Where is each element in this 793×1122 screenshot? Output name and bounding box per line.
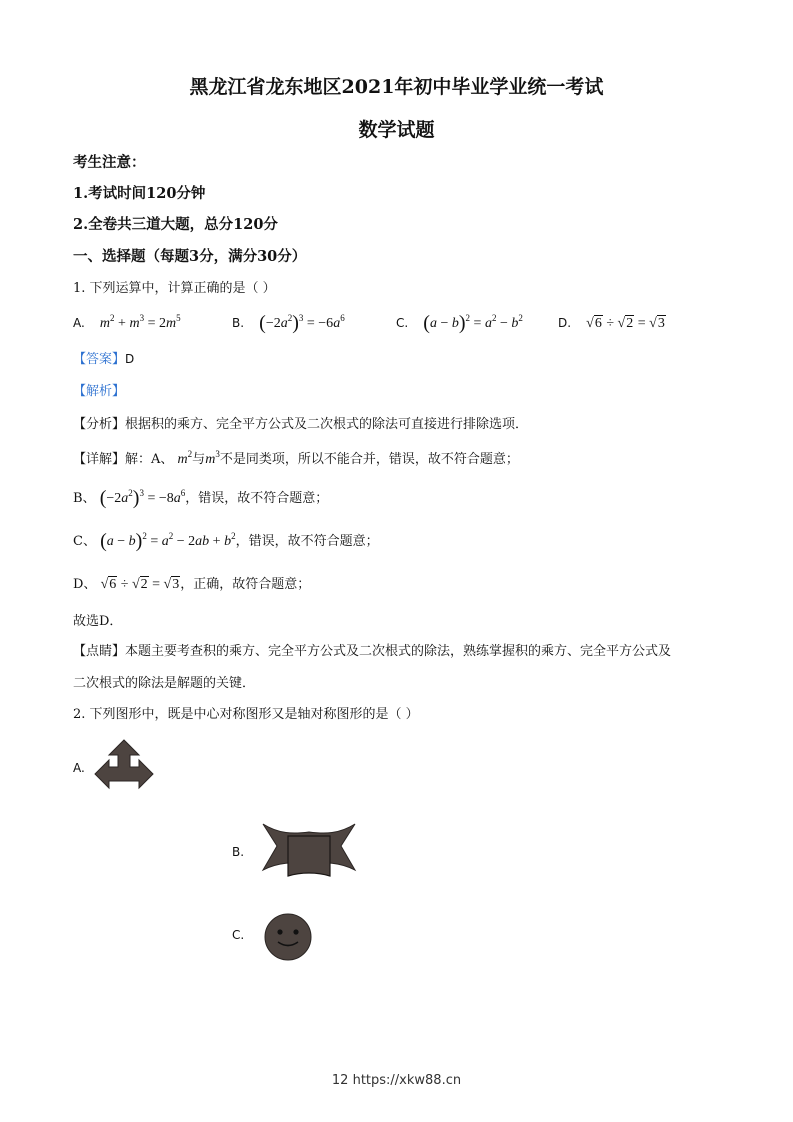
xiangjie-prefix: 解：A、 (125, 452, 174, 467)
detail-b-formula: $(-2a^2)^3 = -8a^6$ (99, 487, 186, 509)
section-heading: 一、选择题（每题3分，满分30分） (73, 248, 307, 265)
formula-m2: $m^2$ (177, 449, 193, 467)
q1-detail-d (73, 573, 310, 593)
q1-option-a-label: A. (73, 316, 85, 330)
analysis-tag: 【解析】 (73, 384, 126, 399)
smiley-left-eye (277, 929, 282, 934)
q2-option-c-label: C. (232, 928, 245, 942)
q1-option-b-formula: $(-2a^2)^3 = -6a^6$ (259, 312, 345, 334)
notice-heading: 考生注意： (73, 154, 146, 171)
q2-option-b-banner-shape (261, 820, 357, 880)
smiley-right-eye (293, 929, 298, 934)
question-2-stem: 2. 下列图形中，既是中心对称图形又是轴对称图形的是（ ） (73, 707, 419, 722)
dianjing-line-1: 本题主要考查积的乘方、完全平方公式及二次根式的除法，熟练掌握积的乘方、完全平方公式及 (125, 644, 672, 659)
xiangjie-suffix: 不是同类项，所以不能合并，错误，故不符合题意； (219, 452, 519, 467)
notice-line-1: 1.考试时间120分钟 (73, 185, 206, 202)
dianjing-line-2: 二次根式的除法是解题的关键． (73, 676, 256, 691)
q1-detail-c (73, 530, 379, 553)
exam-subtitle: 数学试题 (358, 119, 435, 141)
q1-conclusion: 故选D． (73, 614, 123, 629)
q1-option-c-label: C. (396, 316, 409, 330)
page-footer: 12 https://xkw88.cn (331, 1073, 462, 1088)
xiangjie-tag: 【详解】 (73, 452, 126, 467)
q2-option-b-label: B. (232, 845, 245, 859)
fenxi-tag: 【分析】 (73, 417, 126, 432)
detail-d-suffix: ，正确，故符合题意； (180, 577, 311, 592)
q1-option-d (558, 312, 666, 332)
q1-option-a (73, 312, 181, 332)
q1-option-d-label: D. (558, 316, 572, 330)
q1-option-a-formula: $m^2 + m^3 = 2m^5$ (99, 313, 181, 331)
q1-answer (73, 348, 134, 367)
formula-m3: $m^3$ (205, 449, 220, 467)
detail-c-formula: $(a - b)^2 = a^2 - 2ab + b^2$ (100, 530, 236, 552)
detail-c-prefix: C、 (73, 534, 96, 549)
exam-title: 黑龙江省龙东地区2021年初中毕业学业统一考试 (189, 76, 604, 98)
fenxi-text: 根据积的乘方、完全平方公式及二次根式的除法可直接进行排除选项． (125, 417, 529, 432)
detail-d-formula: √6 ÷ √2 = √3 (100, 577, 180, 592)
answer-tag: 【答案】 (73, 352, 126, 367)
detail-c-suffix: ，错误，故不符合题意； (235, 534, 379, 549)
q1-fenxi (73, 413, 528, 432)
question-1-stem: 1. 下列运算中，计算正确的是（ ） (73, 281, 276, 296)
detail-b-prefix: B、 (73, 491, 96, 506)
q1-option-b-label: B. (232, 316, 245, 330)
q2-option-a-label: A. (73, 761, 85, 775)
detail-d-prefix: D、 (73, 577, 97, 592)
dianjing-tag: 【点睛】 (73, 644, 126, 659)
q2-option-a-arrows-shape (93, 738, 155, 802)
xiangjie-mid: 与 (192, 452, 206, 467)
q1-option-c-formula: $(a - b)^2 = a^2 - b^2$ (423, 312, 523, 334)
q1-option-d-formula: √6 ÷ √2 = √3 (586, 316, 665, 331)
notice-line-2: 2.全卷共三道大题，总分120分 (73, 216, 278, 233)
q1-detail-a (73, 448, 519, 468)
q1-option-b (232, 312, 345, 335)
detail-b-suffix: ，错误，故不符合题意； (185, 491, 329, 506)
q1-dianjing (73, 640, 671, 659)
q1-option-c (396, 312, 523, 335)
q1-detail-b (73, 487, 328, 510)
q2-option-c-smiley-shape (263, 912, 313, 962)
answer-value: D (125, 352, 135, 366)
